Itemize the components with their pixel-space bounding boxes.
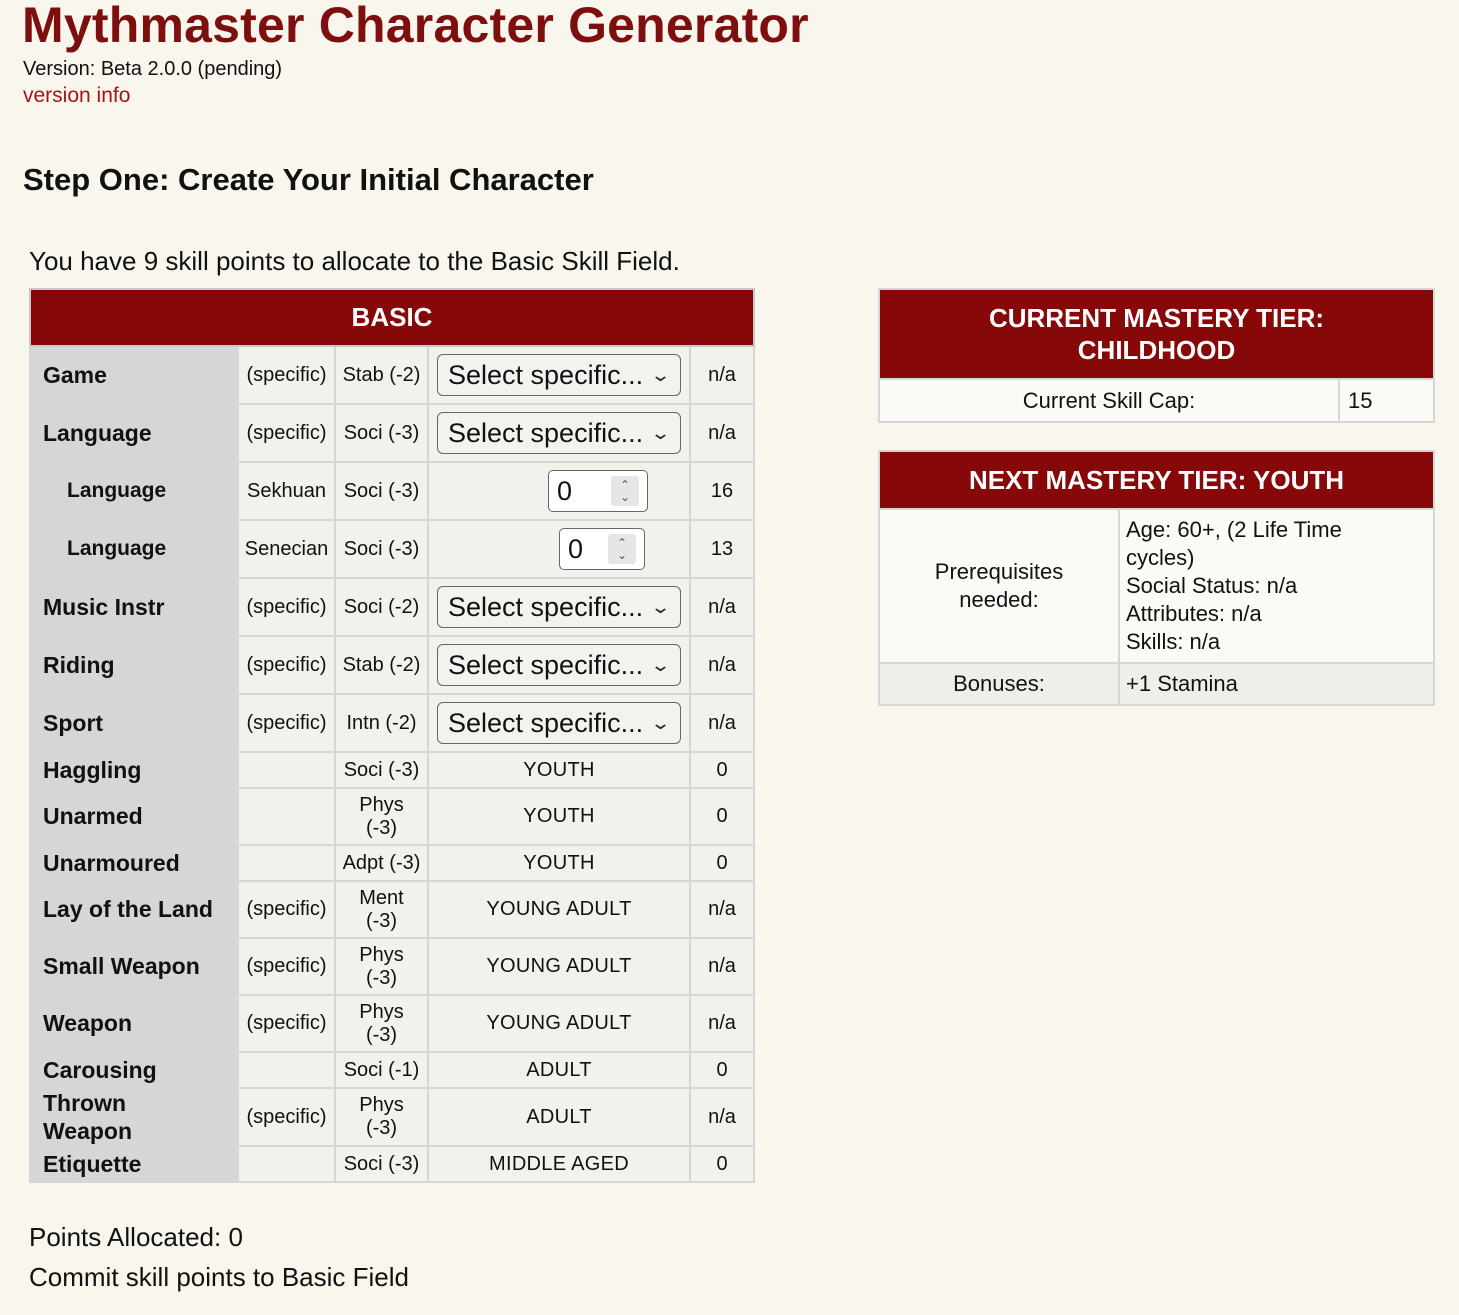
- skill-spec: (specific): [238, 694, 335, 752]
- skill-value: 0: [690, 752, 754, 788]
- skill-name: Language: [30, 404, 238, 462]
- skill-name: Unarmed: [30, 788, 238, 845]
- skill-row-music-instr: [30, 578, 754, 636]
- skill-name: Carousing: [30, 1052, 238, 1088]
- skill-value: n/a: [690, 938, 754, 995]
- skill-value: n/a: [690, 881, 754, 938]
- unlock-tier: ADULT: [428, 1052, 690, 1088]
- skill-spec: (specific): [238, 636, 335, 694]
- skill-attr: Soci (-3): [335, 404, 428, 462]
- skill-attr: Soci (-3): [335, 462, 428, 520]
- select-value: Select specific...: [448, 359, 644, 390]
- skill-value: 0: [690, 1146, 754, 1182]
- skill-row-riding: [30, 636, 754, 694]
- unlock-tier: YOUNG ADULT: [428, 881, 690, 938]
- senecian-points-input[interactable]: [559, 528, 645, 570]
- select-value: Select specific...: [448, 649, 644, 680]
- skill-row-sport: [30, 694, 754, 752]
- skill-attr: Stab (-2): [335, 636, 428, 694]
- spinner-icon[interactable]: ⌃ ⌄: [608, 534, 636, 564]
- spinner-icon[interactable]: ⌃ ⌄: [611, 476, 639, 506]
- skill-spec: Sekhuan: [238, 462, 335, 520]
- sekhuan-points-input[interactable]: [548, 470, 648, 512]
- next-tier-heading: NEXT MASTERY TIER: YOUTH: [879, 451, 1434, 509]
- skill-value: n/a: [690, 694, 754, 752]
- skill-row-unarmoured: [30, 845, 754, 881]
- skill-attr: Soci (-3): [335, 1146, 428, 1182]
- skill-spec: [238, 1052, 335, 1088]
- unlock-tier: YOUTH: [428, 845, 690, 881]
- chevron-down-icon: ⌄: [649, 654, 672, 675]
- chevron-down-icon: ⌄: [649, 422, 672, 443]
- skill-row-language-senecian: [30, 520, 754, 578]
- skill-value: 13: [690, 520, 754, 578]
- bonus-value: +1 Stamina: [1119, 663, 1434, 705]
- prereq-list: [1119, 509, 1434, 663]
- skill-attr: Soci (-2): [335, 578, 428, 636]
- skill-value: 16: [690, 462, 754, 520]
- skill-value: n/a: [690, 404, 754, 462]
- skill-spec: [238, 788, 335, 845]
- skill-spec: (specific): [238, 995, 335, 1052]
- skill-name: Haggling: [30, 752, 238, 788]
- skill-row-language: [30, 404, 754, 462]
- skill-spec: (specific): [238, 578, 335, 636]
- skill-row-small-weapon: [30, 938, 754, 995]
- prereq-label: Prerequisites needed:: [879, 509, 1119, 663]
- skill-row-haggling: [30, 752, 754, 788]
- skill-value: 0: [690, 1052, 754, 1088]
- skill-attr: Intn (-2): [335, 694, 428, 752]
- skill-spec: [238, 1146, 335, 1182]
- skill-attr: Soci (-1): [335, 1052, 428, 1088]
- sport-specific-select[interactable]: [437, 702, 681, 744]
- prereq-skills: Skills: n/a: [1126, 629, 1221, 654]
- skill-value: n/a: [690, 1088, 754, 1146]
- riding-specific-select[interactable]: [437, 644, 681, 686]
- skill-spec: Senecian: [238, 520, 335, 578]
- language-specific-select[interactable]: [437, 412, 681, 454]
- prereq-social-status: Social Status: n/a: [1126, 573, 1298, 598]
- skill-name: Language: [30, 520, 238, 578]
- skill-spec: (specific): [238, 938, 335, 995]
- skill-row-carousing: [30, 1052, 754, 1088]
- chevron-down-icon: ⌄: [649, 712, 672, 733]
- skill-spec: [238, 752, 335, 788]
- skill-attr: Phys (-3): [335, 788, 428, 845]
- unlock-tier: YOUNG ADULT: [428, 995, 690, 1052]
- skill-value: 0: [690, 788, 754, 845]
- skill-attr: Soci (-3): [335, 520, 428, 578]
- select-value: Select specific...: [448, 707, 644, 738]
- skill-spec: (specific): [238, 346, 335, 404]
- skill-name: Music Instr: [30, 578, 238, 636]
- commit-skill-points-button[interactable]: Commit skill points to Basic Field: [29, 1262, 409, 1292]
- bonus-label: Bonuses:: [879, 663, 1119, 705]
- skill-attr: Adpt (-3): [335, 845, 428, 881]
- unlock-tier: YOUTH: [428, 752, 690, 788]
- unlock-tier: YOUNG ADULT: [428, 938, 690, 995]
- points-allocated: Points Allocated: 0: [29, 1222, 243, 1252]
- unlock-tier: MIDDLE AGED: [428, 1146, 690, 1182]
- skill-value: n/a: [690, 995, 754, 1052]
- chevron-down-icon: ⌄: [649, 596, 672, 617]
- version-info-link[interactable]: version info: [23, 84, 131, 107]
- skill-name: Game: [30, 346, 238, 404]
- unlock-tier: YOUTH: [428, 788, 690, 845]
- basic-skill-table: [29, 288, 755, 1183]
- skill-cap-label: Current Skill Cap:: [879, 379, 1339, 422]
- skill-row-thrown-weapon: [30, 1088, 754, 1146]
- prereq-attributes: Attributes: n/a: [1126, 601, 1262, 626]
- current-mastery-tier-panel: [878, 288, 1435, 423]
- next-mastery-tier-panel: [878, 450, 1435, 706]
- select-value: Select specific...: [448, 417, 644, 448]
- skill-row-lay-of-the-land: [30, 881, 754, 938]
- skill-value: n/a: [690, 578, 754, 636]
- skill-name: Riding: [30, 636, 238, 694]
- input-value: 0: [568, 533, 584, 564]
- skill-attr: Phys (-3): [335, 938, 428, 995]
- skill-name: Etiquette: [30, 1146, 238, 1182]
- skill-name: Lay of the Land: [30, 881, 238, 938]
- skill-value: 0: [690, 845, 754, 881]
- skill-spec: [238, 845, 335, 881]
- select-value: Select specific...: [448, 591, 644, 622]
- page-title: Mythmaster Character Generator: [22, 0, 809, 53]
- game-specific-select[interactable]: [437, 354, 681, 396]
- unlock-tier: ADULT: [428, 1088, 690, 1146]
- skill-value: n/a: [690, 636, 754, 694]
- skill-attr: Stab (-2): [335, 346, 428, 404]
- skill-name: Sport: [30, 694, 238, 752]
- skill-attr: Phys (-3): [335, 1088, 428, 1146]
- input-value: 0: [557, 475, 573, 506]
- music-instr-specific-select[interactable]: [437, 586, 681, 628]
- skill-name: Unarmoured: [30, 845, 238, 881]
- skill-attr: Phys (-3): [335, 995, 428, 1052]
- skill-row-game: [30, 346, 754, 404]
- prereq-age: Age: 60+, (2 Life Time cycles): [1126, 517, 1342, 570]
- basic-heading: BASIC: [30, 289, 754, 346]
- skill-row-etiquette: [30, 1146, 754, 1182]
- skill-value: n/a: [690, 346, 754, 404]
- skill-row-weapon: [30, 995, 754, 1052]
- skill-name: Thrown Weapon: [30, 1088, 238, 1146]
- version-text: Version: Beta 2.0.0 (pending): [23, 58, 283, 80]
- skill-attr: Ment (-3): [335, 881, 428, 938]
- skill-row-language-sekhuan: [30, 462, 754, 520]
- skill-attr: Soci (-3): [335, 752, 428, 788]
- skill-row-unarmed: [30, 788, 754, 845]
- skill-spec: (specific): [238, 881, 335, 938]
- skill-name: Small Weapon: [30, 938, 238, 995]
- skill-name: Weapon: [30, 995, 238, 1052]
- step-title: Step One: Create Your Initial Character: [23, 162, 594, 197]
- chevron-down-icon: ⌄: [649, 364, 672, 385]
- skill-spec: (specific): [238, 1088, 335, 1146]
- skill-spec: (specific): [238, 404, 335, 462]
- skill-cap-value: 15: [1339, 379, 1434, 422]
- skill-name: Language: [30, 462, 238, 520]
- skill-points-intro: You have 9 skill points to allocate to the Basic Skill Field.: [29, 246, 680, 276]
- current-tier-heading: CURRENT MASTERY TIER: CHILDHOOD: [879, 289, 1434, 379]
